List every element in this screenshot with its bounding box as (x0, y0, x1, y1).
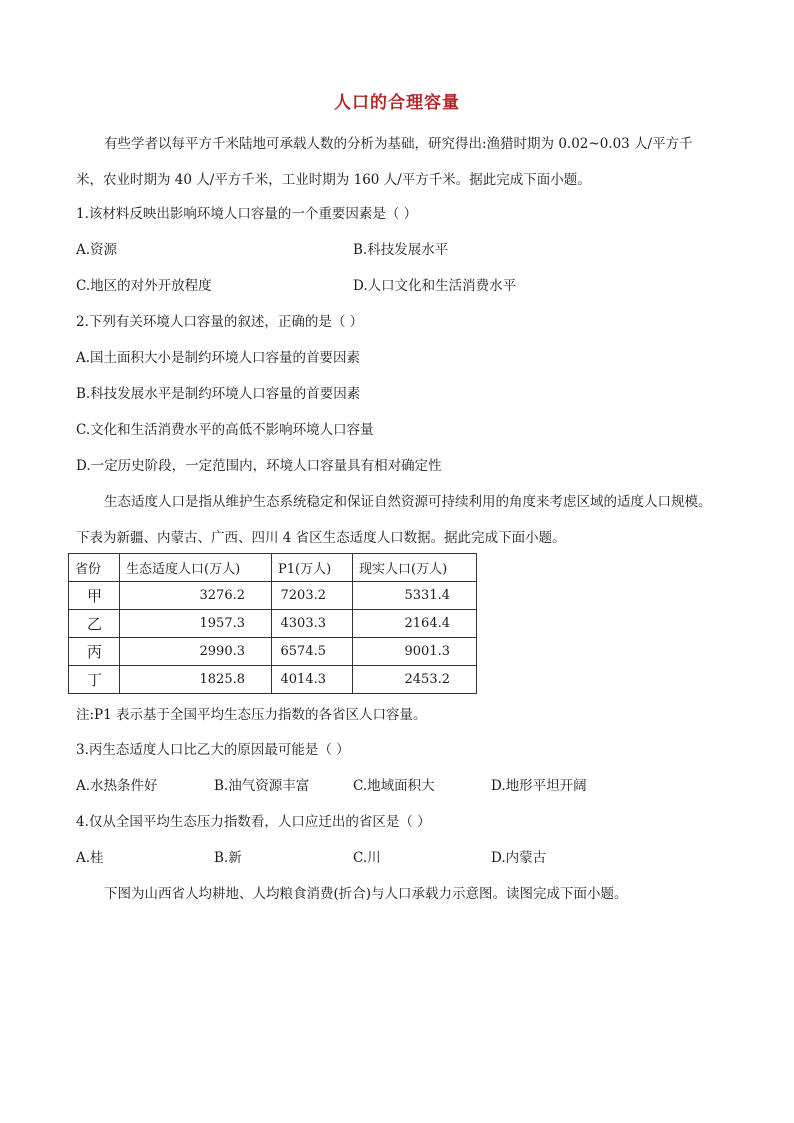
table-row (69, 666, 477, 694)
table-cell: 1957.3 (120, 610, 272, 638)
question-3-option-b: B.油气资源丰富 (214, 778, 310, 794)
intro-paragraph-1: 有些学者以每平方千米陆地可承载人数的分析为基础，研究得出:渔猎时期为 0.02~0.03 人/平方千米，农业时期为 40 人/平方千米，工业时期为 160 人/平方千米。据此完成下面小题。 (76, 136, 693, 188)
table-cell: 9001.3 (353, 638, 477, 666)
question-1-option-c: C.地区的对外开放程度 (76, 278, 212, 294)
question-4-option-a: A.桂 (76, 850, 104, 866)
question-1-option-d: D.人口文化和生活消费水平 (353, 278, 517, 294)
intro-paragraph-2: 生态适度人口是指从维护生态系统稳定和保证自然资源可持续利用的角度来考虑区域的适度人口规模。下表为新疆、内蒙古、广西、四川 4 省区生态适度人口数据。据此完成下面小题。 (76, 494, 712, 546)
table-header-cell: 省份 (69, 554, 120, 582)
table-cell: 乙 (69, 610, 120, 638)
question-1-stem: 1.该材料反映出影响环境人口容量的一个重要因素是（ ） (76, 206, 418, 222)
question-3-option-c: C.地域面积大 (353, 778, 435, 794)
question-4-option-d: D.内蒙古 (491, 850, 547, 866)
table-cell: 4014.3 (272, 666, 353, 694)
question-4-option-c: C.川 (353, 850, 381, 866)
question-3-option-a: A.水热条件好 (76, 778, 158, 794)
question-1-option-a: A.资源 (76, 242, 118, 258)
table-header-row (69, 554, 477, 582)
table-row (69, 610, 477, 638)
table-cell: 丁 (69, 666, 120, 694)
question-2-stem: 2.下列有关环境人口容量的叙述，正确的是（ ） (76, 314, 364, 330)
table-cell: 1825.8 (120, 666, 272, 694)
question-4-option-b: B.新 (214, 850, 242, 866)
question-1-option-b: B.科技发展水平 (353, 242, 449, 258)
question-2-option-b: B.科技发展水平是制约环境人口容量的首要因素 (76, 386, 361, 402)
table-cell: 甲 (69, 582, 120, 610)
table-cell: 丙 (69, 638, 120, 666)
table-cell: 7203.2 (272, 582, 353, 610)
question-2-option-d: D.一定历史阶段，一定范围内，环境人口容量具有相对确定性 (76, 458, 442, 474)
page-title: 人口的合理容量 (334, 93, 460, 113)
table-header-cell: 现实人口(万人) (353, 554, 477, 582)
question-4-stem: 4.仅从全国平均生态压力指数看，人口应迁出的省区是（ ） (76, 814, 431, 830)
table-cell: 2990.3 (120, 638, 272, 666)
table-cell: 2453.2 (353, 666, 477, 694)
population-table (68, 553, 477, 694)
question-2-option-a: A.国土面积大小是制约环境人口容量的首要因素 (76, 350, 361, 366)
table-cell: 4303.3 (272, 610, 353, 638)
table-header-cell: P1(万人) (272, 554, 353, 582)
table-note: 注:P1 表示基于全国平均生态压力指数的各省区人口容量。 (76, 707, 427, 723)
question-2-option-c: C.文化和生活消费水平的高低不影响环境人口容量 (76, 422, 374, 438)
table-cell: 2164.4 (353, 610, 477, 638)
table-cell: 5331.4 (353, 582, 477, 610)
question-3-option-d: D.地形平坦开阔 (491, 778, 587, 794)
table-cell: 6574.5 (272, 638, 353, 666)
table-row (69, 582, 477, 610)
table-header-cell: 生态适度人口(万人) (120, 554, 272, 582)
intro-paragraph-3: 下图为山西省人均耕地、人均粮食消费(折合)与人口承载力示意图。读图完成下面小题。 (104, 886, 628, 902)
question-3-stem: 3.丙生态适度人口比乙大的原因最可能是（ ） (76, 742, 350, 758)
table-row (69, 638, 477, 666)
table-cell: 3276.2 (120, 582, 272, 610)
